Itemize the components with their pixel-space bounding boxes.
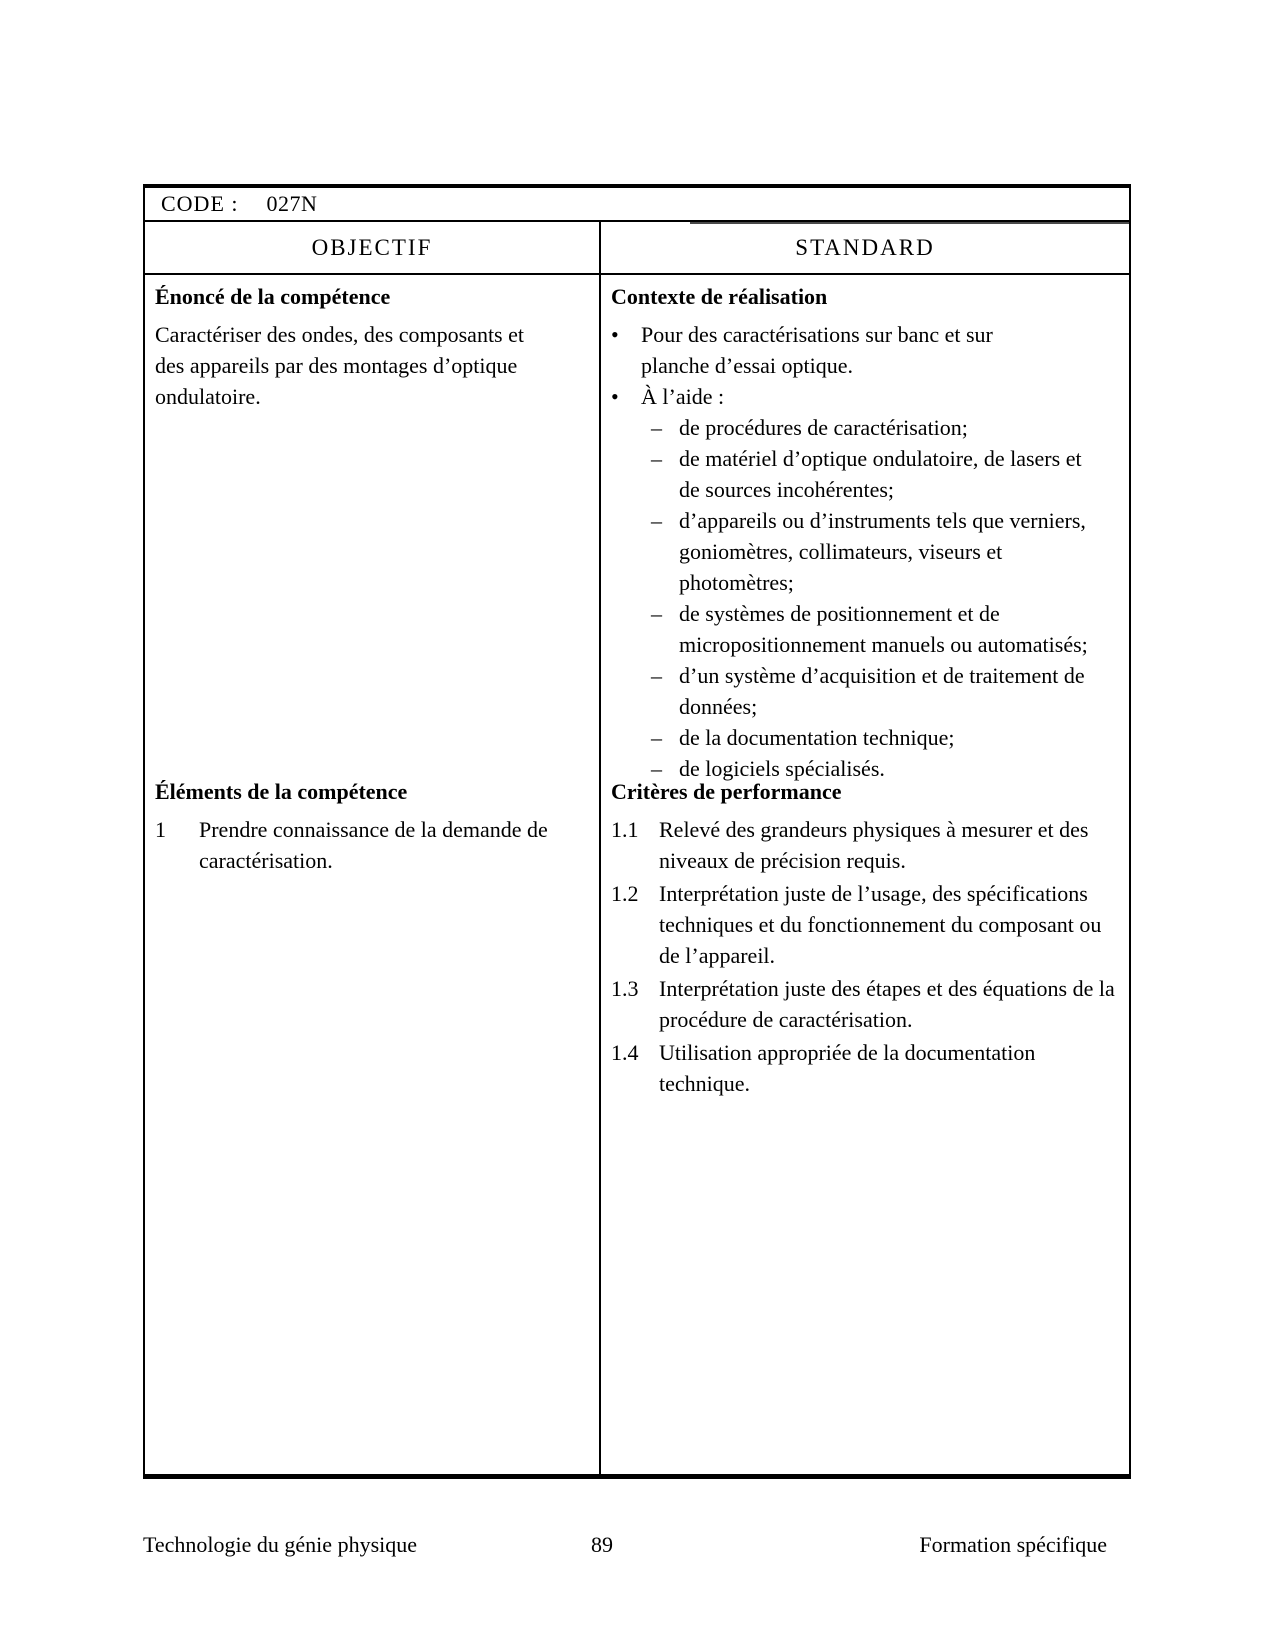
dash-icon: – (651, 663, 662, 688)
enonce-heading: Énoncé de la compétence (155, 284, 391, 309)
critere-item-number: 1.2 (611, 881, 639, 906)
contexte-sub-item-text: d’un système d’acquisition et de traitement de données; (679, 663, 1085, 719)
objectif-column-header: OBJECTIF (145, 222, 599, 275)
element-item-number: 1 (155, 817, 166, 842)
dash-icon: – (651, 415, 662, 440)
code-label: CODE : (161, 191, 239, 216)
enonce-section (155, 281, 589, 776)
scan-artifact-line (690, 222, 1129, 224)
contexte-sub-item (651, 443, 1119, 505)
dash-icon: – (651, 601, 662, 626)
standard-column-body (601, 275, 1129, 1474)
elements-heading: Éléments de la compétence (155, 779, 408, 804)
contexte-sub-item-text: de systèmes de positionnement et de micropositionnement manuels ou automatisés; (679, 601, 1088, 657)
critere-item-number: 1.4 (611, 1040, 639, 1065)
criteres-section (611, 776, 1119, 1099)
contexte-bullet-text: Pour des caractérisations sur banc et sur planche d’essai optique. (641, 322, 993, 378)
critere-item (611, 973, 1119, 1035)
table-columns (145, 222, 1129, 1474)
competency-table (143, 184, 1131, 1479)
standard-column (601, 222, 1129, 1474)
dash-icon: – (651, 725, 662, 750)
contexte-bullet-item (611, 319, 1119, 381)
critere-item (611, 1037, 1119, 1099)
dash-icon: – (651, 446, 662, 471)
dash-icon: – (651, 756, 662, 781)
objectif-column (145, 222, 601, 1474)
contexte-sub-item-text: de matériel d’optique ondulatoire, de lasers et de sources incohérentes; (679, 446, 1082, 502)
contexte-sub-item (651, 412, 1119, 443)
contexte-bullet-text: À l’aide : (641, 384, 725, 409)
footer-program-title: Technologie du génie physique (143, 1532, 418, 1557)
contexte-sub-item-text: de procédures de caractérisation; (679, 415, 968, 440)
contexte-sub-item (651, 660, 1119, 722)
dash-icon: – (651, 508, 662, 533)
enonce-text: Caractériser des ondes, des composants et des appareils par des montages d’optique ondulatoire. (155, 322, 524, 409)
contexte-sub-item-text: de la documentation technique; (679, 725, 955, 750)
critere-item-text: Interprétation juste de l’usage, des spécifications techniques et du fonctionnement du composant ou de l’appareil. (659, 881, 1102, 968)
contexte-sub-item-text: d’appareils ou d’instruments tels que verniers, goniomètres, collimateurs, viseurs et photomètres; (679, 508, 1086, 595)
critere-item-number: 1.1 (611, 817, 639, 842)
code-value: 027N (266, 191, 318, 216)
page-footer (143, 1532, 1131, 1564)
critere-item-text: Utilisation appropriée de la documentation technique. (659, 1040, 1036, 1096)
critere-item-text: Relevé des grandeurs physiques à mesurer et des niveaux de précision requis. (659, 817, 1089, 873)
critere-item (611, 878, 1119, 971)
element-item (155, 814, 589, 876)
element-item-text: Prendre connaissance de la demande de caractérisation. (199, 817, 548, 873)
criteres-heading: Critères de performance (611, 779, 842, 804)
contexte-bullet-item (611, 381, 1119, 412)
standard-column-header: STANDARD (601, 222, 1129, 275)
contexte-section (611, 281, 1119, 781)
contexte-sub-item (651, 505, 1119, 598)
objectif-column-body (145, 275, 599, 1474)
critere-item (611, 814, 1119, 876)
bullet-icon: • (611, 322, 619, 347)
footer-section-title: Formation spécifique (919, 1532, 1107, 1557)
contexte-sub-item-text: de logiciels spécialisés. (679, 756, 885, 781)
critere-item-number: 1.3 (611, 976, 639, 1001)
elements-section (155, 776, 589, 876)
code-row (145, 188, 1129, 222)
footer-page-number: 89 (591, 1532, 613, 1557)
bullet-icon: • (611, 384, 619, 409)
contexte-sub-item (651, 598, 1119, 660)
contexte-heading: Contexte de réalisation (611, 284, 828, 309)
critere-item-text: Interprétation juste des étapes et des équations de la procédure de caractérisation. (659, 976, 1115, 1032)
contexte-sub-item (651, 722, 1119, 753)
